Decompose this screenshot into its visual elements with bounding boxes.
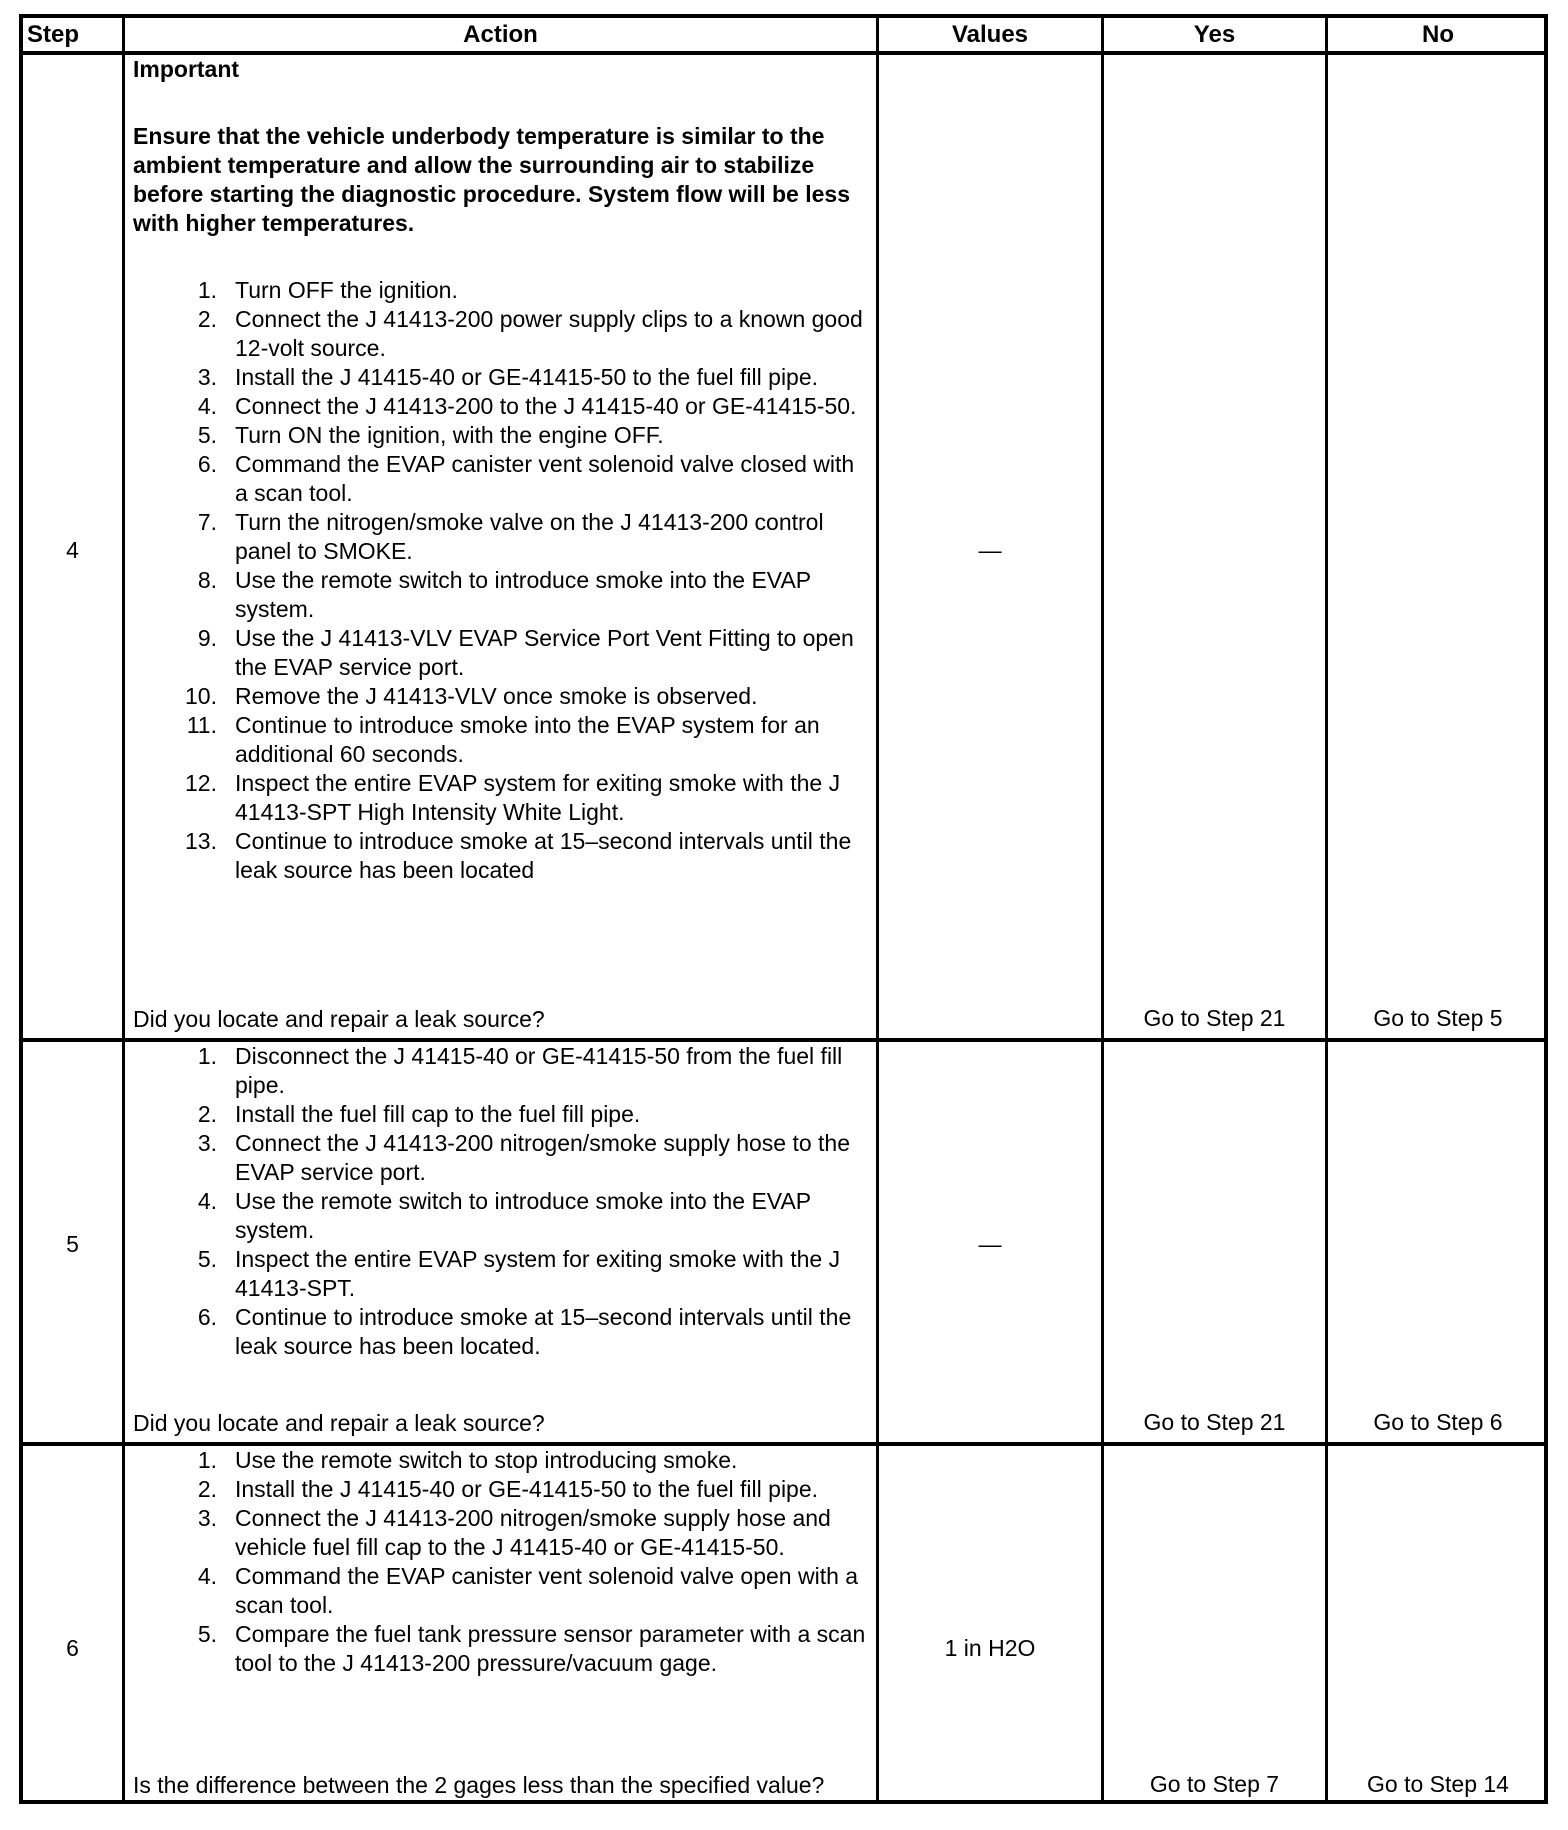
procedure-step-number: 11. — [186, 712, 217, 738]
procedure-step-number: 1. — [197, 1447, 217, 1473]
procedure-step-number: 4. — [197, 393, 217, 419]
no-link[interactable]: Go to Step 6 — [1373, 1409, 1503, 1435]
question-text: Did you locate and repair a leak source? — [133, 1410, 545, 1436]
no-link[interactable]: Go to Step 5 — [1373, 1005, 1503, 1031]
important-label: Important — [133, 56, 240, 82]
procedure-step-text: Connect the J 41413-200 to the J 41415-40 or GE-41415-50. — [235, 393, 857, 419]
procedure-step — [133, 1100, 870, 1129]
header-yes: Yes — [1193, 21, 1236, 48]
procedure-step — [133, 566, 870, 624]
procedure-step — [133, 1187, 870, 1245]
procedure-step — [133, 363, 870, 392]
procedure-step-number: 4. — [197, 1188, 217, 1214]
procedure-step-number: 8. — [197, 567, 217, 593]
values-cell: — — [978, 537, 1002, 563]
procedure-step-text: Continue to introduce smoke at 15–second intervals until the leak source has been located. — [235, 1304, 852, 1359]
procedure-step-text: Connect the J 41413-200 nitrogen/smoke supply hose and vehicle fuel fill cap to the J 41415-40 or GE-41415-50. — [235, 1505, 831, 1560]
procedure-step-text: Command the EVAP canister vent solenoid valve open with a scan tool. — [235, 1563, 859, 1618]
action-cell — [125, 55, 876, 1038]
procedure-step-text: Use the remote switch to introduce smoke into the EVAP system. — [235, 1188, 811, 1243]
procedure-step-text: Use the remote switch to introduce smoke into the EVAP system. — [235, 567, 811, 622]
procedure-list — [133, 1042, 870, 1361]
procedure-step-text: Turn OFF the ignition. — [235, 277, 458, 303]
procedure-step — [133, 1562, 870, 1620]
important-note: Ensure that the vehicle underbody temperature is similar to the ambient temperature and allow the surrounding air to stabilize before starting the diagnostic procedure. System flow will be less with higher temperatures. — [133, 123, 850, 236]
procedure-step-text: Inspect the entire EVAP system for exiting smoke with the J 41413-SPT High Intensity White Light. — [235, 770, 841, 825]
question-text: Is the difference between the 2 gages less than the specified value? — [133, 1772, 825, 1798]
procedure-step-number: 13. — [185, 828, 217, 854]
procedure-step-text: Remove the J 41413-VLV once smoke is observed. — [235, 683, 758, 709]
procedure-step-text: Use the J 41413-VLV EVAP Service Port Vent Fitting to open the EVAP service port. — [235, 625, 854, 680]
action-cell — [125, 1446, 876, 1804]
column-divider — [1101, 18, 1104, 1800]
procedure-list — [133, 276, 870, 885]
diagnostic-table — [19, 14, 1548, 1804]
procedure-step-number: 2. — [197, 1101, 217, 1127]
values-cell: — — [978, 1231, 1002, 1257]
procedure-step — [133, 1129, 870, 1187]
procedure-step-number: 4. — [197, 1563, 217, 1589]
header-action: Action — [463, 21, 538, 48]
procedure-step-text: Command the EVAP canister vent solenoid valve closed with a scan tool. — [235, 451, 855, 506]
procedure-step-text: Compare the fuel tank pressure sensor parameter with a scan tool to the J 41413-200 pressure/vacuum gage. — [235, 1621, 866, 1676]
procedure-step-number: 9. — [197, 625, 217, 651]
procedure-step — [133, 305, 870, 363]
procedure-step-text: Continue to introduce smoke into the EVAP system for an additional 60 seconds. — [235, 712, 820, 767]
no-link[interactable]: Go to Step 14 — [1367, 1771, 1509, 1797]
header-step: Step — [27, 21, 80, 48]
step-number: 5 — [66, 1231, 79, 1257]
question-text: Did you locate and repair a leak source? — [133, 1006, 545, 1032]
header-no: No — [1422, 21, 1454, 48]
procedure-step-text: Disconnect the J 41415-40 or GE-41415-50 from the fuel fill pipe. — [235, 1043, 843, 1098]
procedure-step-number: 2. — [197, 306, 217, 332]
procedure-step — [133, 827, 870, 885]
header-values: Values — [951, 21, 1029, 48]
procedure-step-number: 1. — [197, 1043, 217, 1069]
step-number: 6 — [66, 1635, 79, 1661]
procedure-step — [133, 421, 870, 450]
procedure-step-text: Use the remote switch to stop introducing smoke. — [235, 1447, 738, 1473]
procedure-step — [133, 1245, 870, 1303]
procedure-step — [133, 769, 870, 827]
procedure-step — [133, 624, 870, 682]
procedure-step-number: 3. — [197, 1130, 217, 1156]
procedure-list — [133, 1446, 870, 1678]
procedure-step — [133, 392, 870, 421]
yes-link[interactable]: Go to Step 21 — [1143, 1005, 1286, 1031]
procedure-step-text: Connect the J 41413-200 nitrogen/smoke supply hose to the EVAP service port. — [235, 1130, 851, 1185]
procedure-step-number: 5. — [197, 1621, 217, 1647]
procedure-step — [133, 1042, 870, 1100]
column-divider — [1325, 18, 1328, 1800]
procedure-step-number: 3. — [197, 1505, 217, 1531]
procedure-step — [133, 711, 870, 769]
yes-link[interactable]: Go to Step 21 — [1143, 1409, 1286, 1435]
procedure-step — [133, 276, 870, 305]
procedure-step-number: 5. — [197, 1246, 217, 1272]
procedure-step-number: 6. — [197, 1304, 217, 1330]
column-divider — [876, 18, 879, 1800]
procedure-step — [133, 450, 870, 508]
procedure-step — [133, 1620, 870, 1678]
procedure-step-text: Connect the J 41413-200 power supply clips to a known good 12-volt source. — [235, 306, 863, 361]
yes-link[interactable]: Go to Step 7 — [1149, 1771, 1280, 1797]
procedure-step-text: Turn ON the ignition, with the engine OFF. — [235, 422, 664, 448]
values-cell: 1 in H2O — [944, 1635, 1036, 1661]
procedure-step-text: Install the J 41415-40 or GE-41415-50 to the fuel fill pipe. — [235, 364, 819, 390]
step-number: 4 — [66, 537, 79, 563]
procedure-step-text: Continue to introduce smoke at 15–second intervals until the leak source has been located — [235, 828, 852, 883]
action-cell — [125, 1042, 876, 1442]
procedure-step — [133, 1303, 870, 1361]
procedure-step — [133, 1446, 870, 1475]
procedure-step-number: 3. — [197, 364, 217, 390]
procedure-step — [133, 1475, 870, 1504]
procedure-step-number: 7. — [197, 509, 217, 535]
procedure-step-text: Install the fuel fill cap to the fuel fill pipe. — [235, 1101, 641, 1127]
procedure-step-number: 5. — [197, 422, 217, 448]
procedure-step — [133, 508, 870, 566]
procedure-step-text: Install the J 41415-40 or GE-41415-50 to the fuel fill pipe. — [235, 1476, 819, 1502]
procedure-step-text: Inspect the entire EVAP system for exiting smoke with the J 41413-SPT. — [235, 1246, 841, 1301]
procedure-step-number: 12. — [185, 770, 217, 796]
procedure-step-number: 10. — [185, 683, 217, 709]
procedure-step — [133, 1504, 870, 1562]
procedure-step-number: 1. — [197, 277, 217, 303]
procedure-step-number: 6. — [197, 451, 217, 477]
procedure-step-number: 2. — [197, 1476, 217, 1502]
procedure-step — [133, 682, 870, 711]
procedure-step-text: Turn the nitrogen/smoke valve on the J 41413-200 control panel to SMOKE. — [235, 509, 824, 564]
